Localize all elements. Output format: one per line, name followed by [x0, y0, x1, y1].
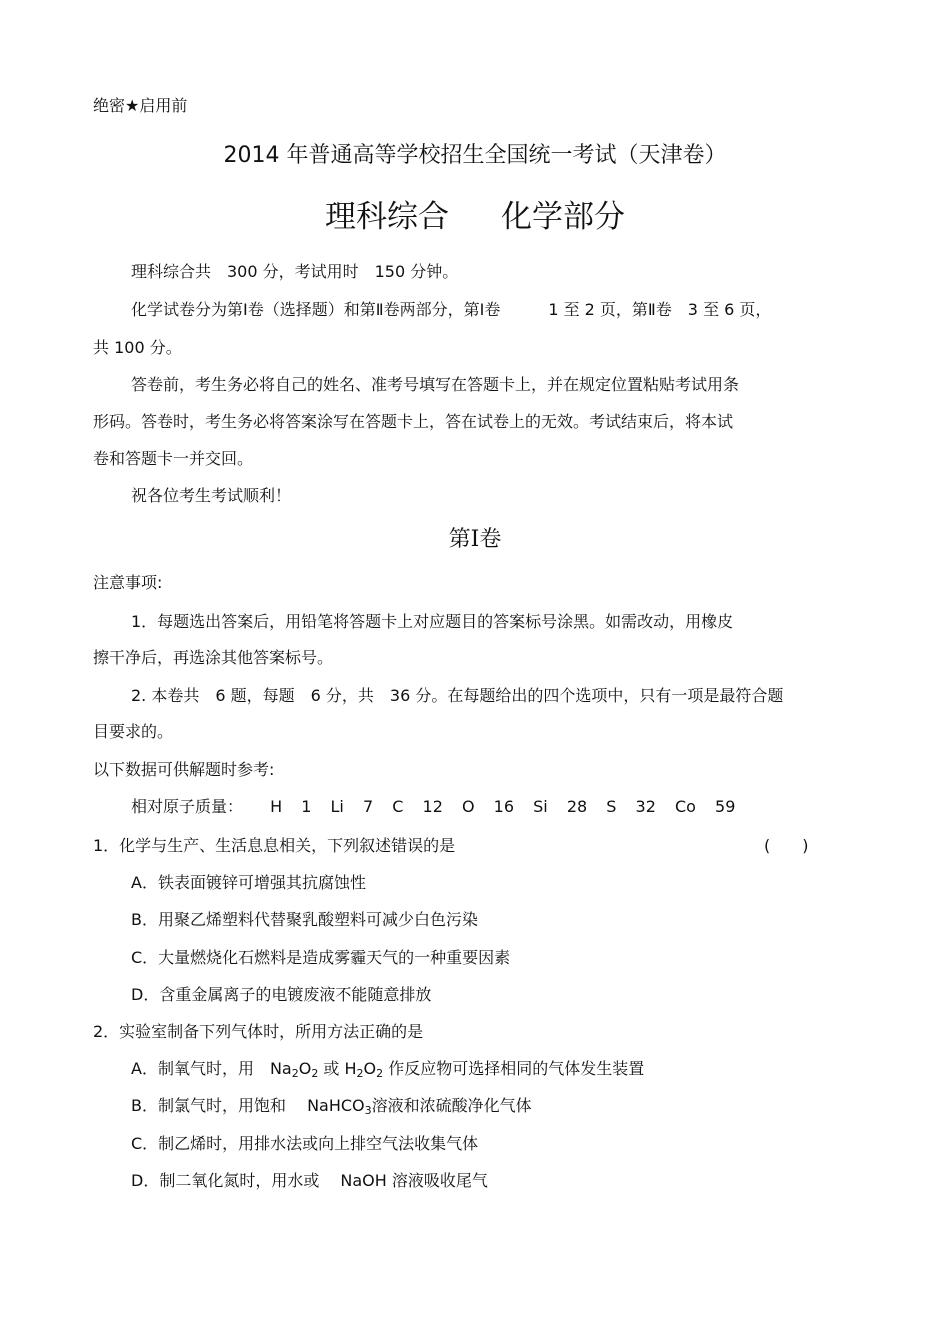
- formula-subscript: 2: [311, 1067, 319, 1080]
- atomic-mass-row: [131, 797, 749, 817]
- q2-option-b-suffix: 溶液和浓硫酸净化气体: [371, 1096, 532, 1115]
- intro-line-3: 共 100 分。: [93, 338, 182, 357]
- mass-c: 12: [422, 797, 443, 816]
- formula-subscript: 3: [364, 1104, 372, 1117]
- q2-formula-h2o2: [345, 1059, 384, 1078]
- formula-part: O: [363, 1059, 377, 1078]
- element-co: Co: [674, 797, 696, 816]
- q2-formula-na2o2: [270, 1059, 318, 1078]
- element-h: H: [270, 797, 283, 816]
- reference-label: 以下数据可供解题时参考:: [93, 760, 275, 779]
- question-2-stem: 2．实验室制备下列气体时，所用方法正确的是: [93, 1022, 424, 1041]
- confidential-label: 绝密★启用前: [93, 96, 188, 115]
- notice-2-line-1: 2. 本卷共 6 题，每题 6 分，共 36 分。在每题给出的四个选项中，只有一项是最符合题: [131, 686, 784, 705]
- notice-2-line-2: 目要求的。: [93, 722, 174, 741]
- question-1-option-d: D．含重金属离子的电镀废液不能随意排放: [131, 985, 432, 1004]
- subject-main: 理科综合: [325, 199, 449, 235]
- formula-subscript: 2: [356, 1067, 364, 1080]
- intro-line-4: 答卷前，考生务必将自己的姓名、准考号填写在答题卡上，并在规定位置粘贴考试用条: [131, 375, 740, 394]
- question-1-option-c: C．大量燃烧化石燃料是造成雾霾天气的一种重要因素: [131, 948, 511, 967]
- subject-part: 化学部分: [501, 199, 625, 235]
- mass-s: 32: [635, 797, 656, 816]
- question-2-option-d: D．制二氧化氮时，用水或 NaOH 溶液吸收尾气: [131, 1171, 488, 1190]
- mass-si: 28: [566, 797, 588, 816]
- element-s: S: [606, 797, 617, 816]
- notice-label: 注意事项:: [93, 573, 163, 592]
- mass-li: 7: [362, 797, 374, 816]
- element-si: Si: [533, 797, 548, 816]
- element-c: C: [392, 797, 404, 816]
- question-1-option-a: A．铁表面镀锌可增强其抗腐蚀性: [131, 873, 366, 892]
- intro-line-1: 理科综合共 300 分，考试用时 150 分钟。: [131, 262, 459, 281]
- subject-title: [0, 198, 950, 236]
- q2-option-b-prefix: B．制氯气时，用饱和 NaHCO: [131, 1096, 365, 1115]
- intro-line-6: 卷和答题卡一并交回。: [93, 449, 254, 468]
- question-1-option-b: B．用聚乙烯塑料代替聚乳酸塑料可减少白色污染: [131, 910, 478, 929]
- q2-option-a-mid: 或: [318, 1059, 345, 1078]
- question-1-answer-paren: ( ): [764, 836, 809, 855]
- formula-part: Na: [269, 1059, 292, 1078]
- element-li: Li: [330, 797, 344, 816]
- formula-subscript: 2: [291, 1067, 299, 1080]
- question-2-option-b: [131, 1096, 532, 1116]
- notice-1-line-2: 擦干净后，再选涂其他答案标号。: [93, 648, 334, 667]
- notice-1-line-1: 1．每题选出答案后，用铅笔将答题卡上对应题目的答案标号涂黑。如需改动，用橡皮: [131, 612, 734, 631]
- q2-option-a-prefix: A．制氧气时，用: [131, 1059, 270, 1078]
- element-o: O: [461, 797, 475, 816]
- mass-o: 16: [493, 797, 515, 816]
- formula-part: O: [298, 1059, 312, 1078]
- question-2-option-c: C．制乙烯时，用排水法或向上排空气法收集气体: [131, 1134, 479, 1153]
- q2-option-a-suffix: 作反应物可选择相同的气体发生装置: [383, 1059, 645, 1078]
- section-title: 第Ⅰ卷: [448, 527, 502, 552]
- intro-line-7: 祝各位考生考试顺利！: [131, 486, 292, 505]
- intro-line-2: 化学试卷分为第Ⅰ卷（选择题）和第Ⅱ卷两部分，第Ⅰ卷 1 至 2 页，第Ⅱ卷 3 至 6 页，: [131, 300, 772, 319]
- exam-title: 2014 年普通高等学校招生全国统一考试（天津卷）: [223, 143, 727, 168]
- question-2-option-a: [131, 1059, 644, 1079]
- intro-line-5: 形码。答卷时，考生务必将答案涂写在答题卡上，答在试卷上的无效。考试结束后，将本试: [93, 412, 734, 431]
- formula-part: H: [344, 1059, 357, 1078]
- mass-h: 1: [301, 797, 312, 816]
- atomic-mass-label: 相对原子质量：: [131, 797, 244, 816]
- mass-co: 59: [715, 797, 736, 816]
- formula-subscript: 2: [376, 1067, 384, 1080]
- question-1-stem: 1．化学与生产、生活息息相关，下列叙述错误的是: [93, 836, 456, 855]
